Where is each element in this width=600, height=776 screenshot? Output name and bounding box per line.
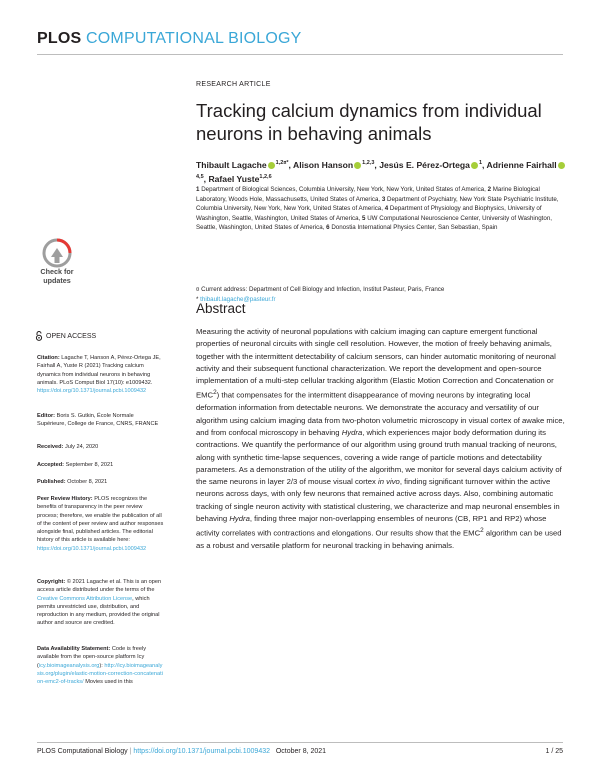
author-name: Jesús E. Pérez-Ortega (379, 159, 470, 170)
author-name: Adrienne Fairhall (486, 159, 557, 170)
abstract-text-5: , finding three major non-overlapping ensembles of neurons (CB, RP1 and RP2) whose activity correlates with contractions and elongations. Our results show that the EMC (196, 514, 547, 538)
accepted-label: Accepted: (37, 462, 65, 468)
orcid-icon[interactable] (471, 162, 478, 169)
author-separator: , (203, 174, 209, 185)
abstract-sup-1: 2 (213, 389, 217, 397)
current-address (196, 285, 566, 295)
icy-link[interactable]: icy.bioimageanalysis.org (38, 662, 100, 669)
affiliation-number: 6 (326, 224, 330, 231)
abstract-hydra-2: Hydra (229, 514, 250, 524)
page-number: 1 / 25 (545, 748, 563, 755)
author (208, 174, 271, 184)
abstract-text-4: , finding significant turnover within the active neurons across days, with only few neurons that remained active across days. Also, combining automatic tracking of single neuron activity with statistical clustering, we characterize and map neuronal ensembles in behaving (196, 477, 560, 524)
footer-rule (37, 742, 563, 743)
abstract-text-2: ) that compensates for the intermittent disappearance of moving neurons by integrating local deformation information from detectable neurons. We demonstrate the accuracy and versatility of our algorithm using calcium imaging data from two-photon volumetric microscopy in visual cortex of awake mice, and from confocal microscopy in behaving (196, 391, 565, 437)
received-label: Received: (37, 444, 64, 450)
current-address-label: ¤ Current address: (196, 286, 248, 293)
author-affiliation-marks: 4,5 (196, 174, 204, 181)
check-for-updates-label[interactable]: Check for updates (40, 267, 74, 285)
author-name: Rafael Yuste (208, 174, 260, 185)
emc2-plugin-link[interactable]: http://icy.bioimageanalysis.org/plugin/elastic-motion-correction-concatenation-emc2-of-tracks/ (37, 662, 163, 686)
affiliation-number: 5 (362, 214, 366, 222)
current-address-text: Department of Cell Biology and Infection, Institut Pasteur, Paris, France (248, 286, 445, 293)
published-block (37, 478, 164, 486)
affiliation-text: Donostia International Physics Center, San Sebastian, Spain (331, 224, 498, 231)
author (196, 160, 293, 170)
author (379, 160, 486, 170)
abstract-sup-2: 2 (480, 527, 484, 535)
footer-journal: PLOS Computational Biology (37, 748, 128, 755)
data-availability-text-3: Movies used in this (83, 679, 133, 686)
orcid-icon[interactable] (354, 162, 361, 169)
corresponding-email (196, 295, 566, 305)
copyright-block (37, 578, 164, 628)
affiliation-number: 3 (381, 195, 386, 203)
affiliation-number: 2 (487, 186, 492, 193)
abstract-in-vivo: in vivo (378, 477, 400, 487)
orcid-icon[interactable] (268, 162, 275, 169)
author-separator: , (482, 159, 487, 170)
orcid-icon[interactable] (558, 162, 565, 169)
copyright-text-1: © 2021 Lagache et al. This is an open access article distributed under the terms of the (37, 579, 162, 594)
affiliation-text: Department of Biological Sciences, Columbia University, New York, New York, United States of America, (201, 186, 486, 193)
affiliation-text: Marine Biological Laboratory, Woods Hole, Massachusetts, United States of America, (196, 186, 540, 203)
copyright-text-2: , which permits unrestricted use, distribution, and reproduction in any medium, provided the original author and source are credited. (37, 595, 160, 627)
article-type: RESEARCH ARTICLE (196, 81, 271, 88)
author-name: Thibault Lagache (196, 159, 267, 170)
abstract-text-1: Measuring the activity of neuronal populations with calcium imaging can capture emergent functional properties of neuronal circuits with single cell resolution. However, the motion of freely behaving animals, together with the intermittent detectability of calcium sensors, can hinder automatic monitoring of neuronal activity and their subsequent functional characterization. We report the development and open-source implementation of a multi-step cellular tracking algorithm (Elastic Motion Correction and Concatenation or EMC (196, 327, 556, 401)
email-link[interactable]: thibault.lagache@pasteur.fr (200, 296, 276, 303)
peer-review-link[interactable]: https://doi.org/10.1371/journal.pcbi.1009432 (37, 545, 147, 552)
copyright-label: Copyright: (37, 579, 66, 585)
editor-label: Editor: (37, 413, 56, 419)
abstract-hydra-1: Hydra (341, 427, 363, 437)
author-name: Alison Hanson (293, 159, 354, 170)
peer-review-block (37, 495, 164, 553)
affiliation-text: Department of Psychiatry, New York State Psychiatric Institute, Columbia University, New York, New York, United States of America, (196, 195, 559, 212)
open-access-lock-icon (35, 331, 43, 341)
editor-text: Boris S. Gutkin, École Normale Supérieure, College de France, CNRS, FRANCE (37, 413, 159, 428)
author-affiliation-marks: 1,2,3 (362, 160, 375, 166)
footer-separator: | (127, 748, 134, 755)
footer (37, 748, 326, 755)
author-list (196, 157, 566, 186)
received-block (37, 443, 164, 451)
affiliation-number: 4 (384, 205, 389, 212)
data-availability-block (37, 645, 164, 686)
affiliation-text: UW Computational Neuroscience Center, University of Washington, Seattle, Washington, United States of America, (196, 214, 553, 231)
citation-block (37, 354, 164, 395)
accepted-date: September 8, 2021 (65, 462, 114, 468)
open-access-label: OPEN ACCESS (46, 332, 97, 340)
journal-name: COMPUTATIONAL BIOLOGY (86, 30, 302, 47)
author-separator: , (288, 159, 293, 170)
affiliation-text: Department of Physiology and Biophysics, University of Washington, Seattle, Washington, United States of America, (196, 205, 542, 222)
footer-doi-link[interactable]: https://doi.org/10.1371/journal.pcbi.1009432 (133, 748, 270, 755)
journal-header (37, 30, 302, 48)
peer-review-label: Peer Review History: (37, 496, 93, 502)
author (293, 160, 379, 170)
editor-block (37, 412, 164, 429)
open-access-row (35, 331, 96, 341)
accepted-block (37, 461, 164, 469)
journal-plos-logo: PLOS (37, 30, 82, 47)
citation-doi-link[interactable]: https://doi.org/10.1371/journal.pcbi.1009432 (37, 388, 147, 395)
citation-text: Lagache T, Hanson A, Pérez-Ortega JE, Fairhall A, Yuste R (2021) Tracking calcium dynamics from individual neurons in behaving animals. PLoS Comput Biol 17(10): e1009432. (37, 355, 161, 386)
cc-license-link[interactable]: Creative Commons Attribution License (37, 595, 133, 602)
footer-date: October 8, 2021 (275, 748, 327, 755)
author-affiliation-marks: 1,2,6 (259, 174, 272, 181)
data-availability-text-2: ): (99, 662, 103, 669)
received-date: July 24, 2020 (65, 444, 99, 450)
article-title: Tracking calcium dynamics from individual neurons in behaving animals (196, 100, 542, 144)
peer-review-text: PLOS recognizes the benefits of transparency in the peer review process; therefore, we enable the publication of all of the content of peer review and author responses alongside final, published articles. The editorial history of this article is available here: (37, 496, 164, 544)
data-availability-label: Data Availability Statement: (37, 646, 111, 652)
author-separator: , (374, 159, 380, 170)
abstract-body (196, 326, 568, 552)
author-notes (196, 285, 566, 305)
published-label: Published: (37, 479, 66, 485)
affiliation-number: 1 (196, 186, 200, 193)
email-marker: * (196, 296, 199, 303)
published-date: October 8, 2021 (67, 479, 108, 485)
citation-label: Citation: (37, 355, 60, 361)
affiliations (196, 185, 568, 233)
author-affiliation-marks: 1,2¤* (275, 160, 289, 166)
data-availability-text-1: Code is freely available from the open-source platform Icy ( (37, 646, 147, 669)
author-affiliation-marks: 1 (478, 160, 483, 166)
abstract-text-3: , which experiences major body deformation during its contractions. We quantify the performance of our algorithm using ground truth manual tracking of neurons, along with synthetic time-lapse sequences, covering a wide range of particle motions and detectability parameters. As a demonstration of the utility of the algorithm, we monitor for several days calcium activity of the same neurons in layer 2/3 of mouse visual cortex (196, 427, 562, 487)
abstract-heading: Abstract (196, 301, 246, 316)
abstract-text-6: algorithm can be used as a robust and versatile platform for neuronal tracking in behaving animals. (196, 528, 562, 551)
header-rule (37, 54, 563, 55)
